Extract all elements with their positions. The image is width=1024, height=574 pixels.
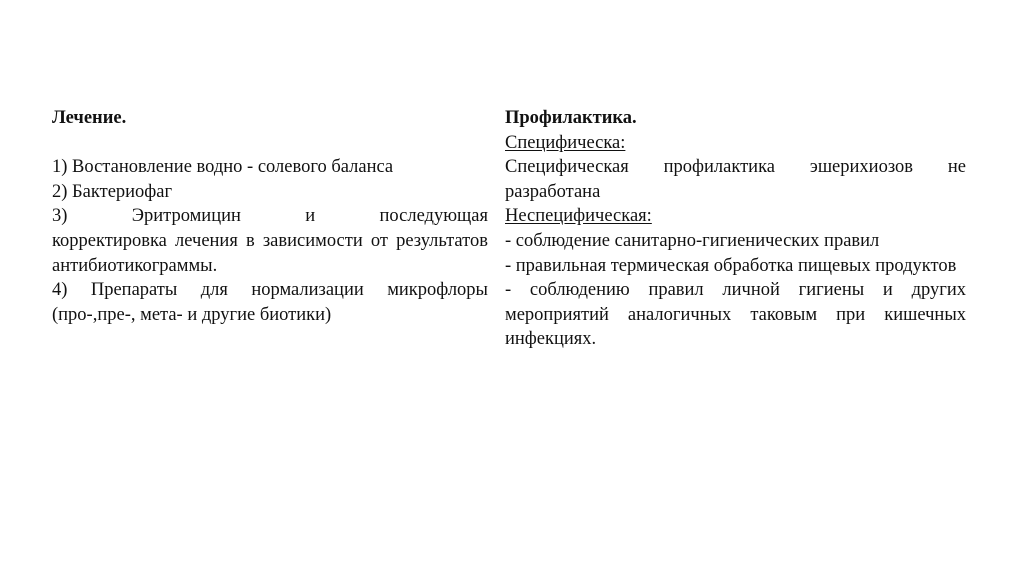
- treatment-item-3-line-1: 3) Эритромицин и последующая: [52, 206, 488, 227]
- prevention-item-2: - правильная термическая обработка пищевых продуктов: [505, 255, 957, 276]
- nonspecific-label: Неспецифическая:: [505, 206, 652, 227]
- treatment-item-1: 1) Востановление водно - солевого баланса: [52, 157, 394, 178]
- blank-line: [52, 131, 488, 156]
- treatment-item-3-rest: корректировка лечения в зависимости от результатов антибиотикограммы.: [52, 230, 488, 276]
- prevention-item-1: - соблюдение санитарно-гигиенических правил: [505, 230, 880, 251]
- treatment-heading: Лечение.: [52, 108, 127, 128]
- treatment-item-4: 4) Препараты для нормализации микрофлоры (про-,пре-, мета- и другие биотики): [52, 280, 488, 325]
- specific-label: Специфическа:: [505, 132, 626, 153]
- treatment-item-2: 2) Бактериофаг: [52, 181, 173, 202]
- treatment-column: [52, 106, 488, 327]
- prevention-heading: Профилактика.: [505, 108, 637, 128]
- prevention-item-3: - соблюдению правил личной гигиены и других мероприятий аналогичных таковым при кишечных инфекциях.: [505, 280, 966, 350]
- prevention-column: [505, 106, 966, 352]
- specific-text: Специфическая профилактика эшерихиозов не разработана: [505, 157, 966, 202]
